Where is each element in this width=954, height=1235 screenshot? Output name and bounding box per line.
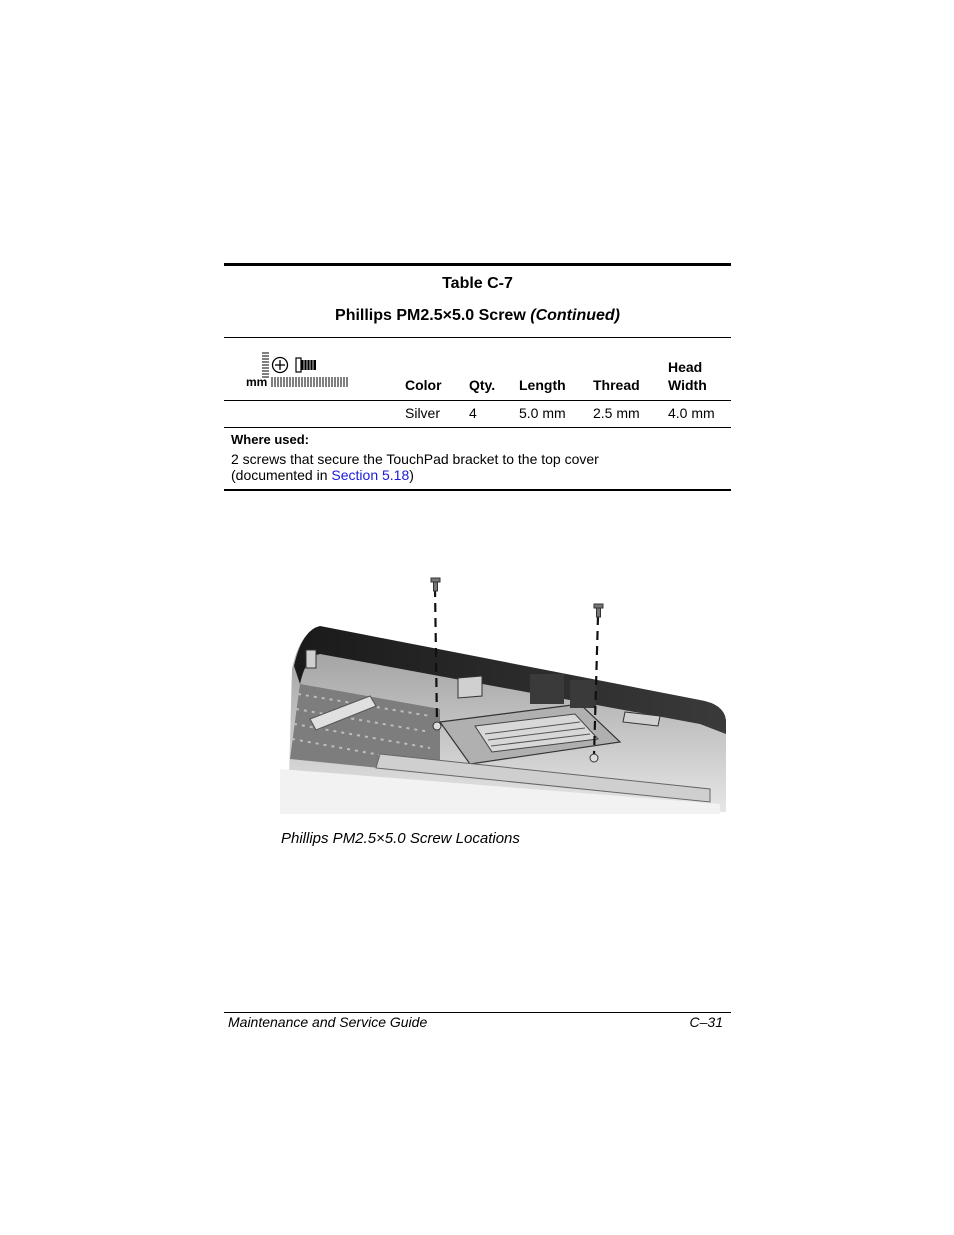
where-used-prefix: (documented in (231, 467, 332, 483)
header-head-width-line2: Width (668, 377, 707, 393)
header-thread: Thread (593, 377, 640, 393)
where-used-line2 (231, 467, 724, 483)
where-used-line1: 2 screws that secure the TouchPad bracket to the top cover (231, 451, 599, 467)
table-title-suffix: (Continued) (530, 307, 620, 324)
table-row (224, 401, 731, 427)
section-link[interactable]: Section 5.18 (331, 467, 410, 483)
cell-thread: 2.5 mm (593, 405, 640, 421)
header-length: Length (519, 377, 566, 393)
where-used-suffix: ) (409, 467, 414, 483)
header-head-width-line1: Head (668, 359, 703, 375)
screw-spec-table (224, 263, 731, 491)
cell-length: 5.0 mm (519, 405, 566, 421)
header-qty: Qty. (469, 377, 496, 393)
footer-page-number: C–31 (689, 1014, 723, 1030)
where-used-section (224, 428, 731, 489)
screw-location-photo (280, 574, 726, 814)
table-header-row (224, 338, 731, 400)
footer-rule (224, 1012, 731, 1013)
header-color: Color (405, 377, 442, 393)
table-bottom-rule (224, 489, 731, 491)
cell-head-width: 4.0 mm (668, 405, 715, 421)
table-number: Table C-7 (442, 275, 513, 292)
table-title (224, 297, 731, 337)
table-title-main: Phillips PM2.5×5.0 Screw (335, 307, 526, 324)
cell-qty: 4 (469, 405, 477, 421)
screw-ruler-icon (244, 350, 374, 396)
figure-caption: Phillips PM2.5×5.0 Screw Locations (281, 830, 520, 847)
ruler-unit-label: mm (246, 375, 268, 389)
cell-color: Silver (405, 405, 441, 421)
footer-guide-title: Maintenance and Service Guide (228, 1014, 428, 1030)
where-used-label: Where used: (231, 432, 310, 447)
